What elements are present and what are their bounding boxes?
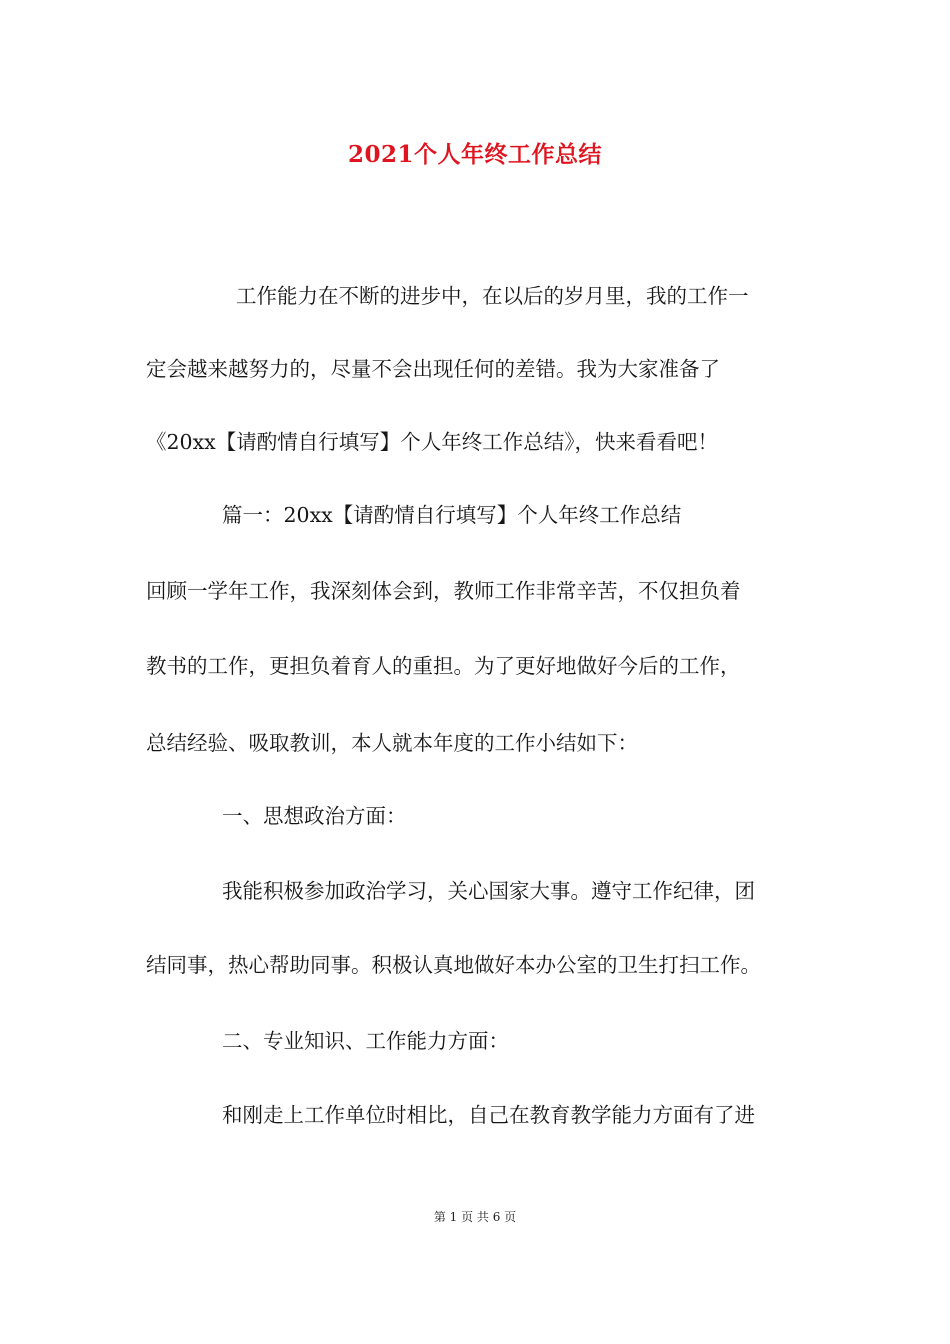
section-heading-article-1: 篇一：20xx【请酌情自行填写】个人年终工作总结 xyxy=(222,503,682,527)
page-footer: 第 1 页 共 6 页 xyxy=(433,1210,517,1224)
paragraph-line-2: 定会越来越努力的，尽量不会出现任何的差错。我为大家准备了 xyxy=(146,357,720,381)
paragraph-line-5: 回顾一学年工作，我深刻体会到，教师工作非常辛苦，不仅担负着 xyxy=(146,579,741,603)
section-heading-politics: 一、思想政治方面： xyxy=(222,804,407,828)
paragraph-line-3: 《20xx【请酌情自行填写】个人年终工作总结》，快来看看吧！ xyxy=(146,430,718,454)
paragraph-line-9: 我能积极参加政治学习，关心国家大事。遵守工作纪律，团 xyxy=(222,879,755,903)
section-heading-skills: 二、专业知识、工作能力方面： xyxy=(222,1029,509,1053)
paragraph-line-12: 和刚走上工作单位时相比，自己在教育教学能力方面有了进 xyxy=(222,1103,755,1127)
page-title: 2021个人年终工作总结 xyxy=(347,141,602,168)
paragraph-line-6: 教书的工作，更担负着育人的重担。为了更好地做好今后的工作， xyxy=(146,654,741,678)
paragraph-line-10: 结同事，热心帮助同事。积极认真地做好本办公室的卫生打扫工作。 xyxy=(146,953,761,977)
paragraph-line-7: 总结经验、吸取教训，本人就本年度的工作小结如下： xyxy=(146,731,638,755)
paragraph-line-1: 工作能力在不断的进步中，在以后的岁月里，我的工作一 xyxy=(236,284,749,308)
